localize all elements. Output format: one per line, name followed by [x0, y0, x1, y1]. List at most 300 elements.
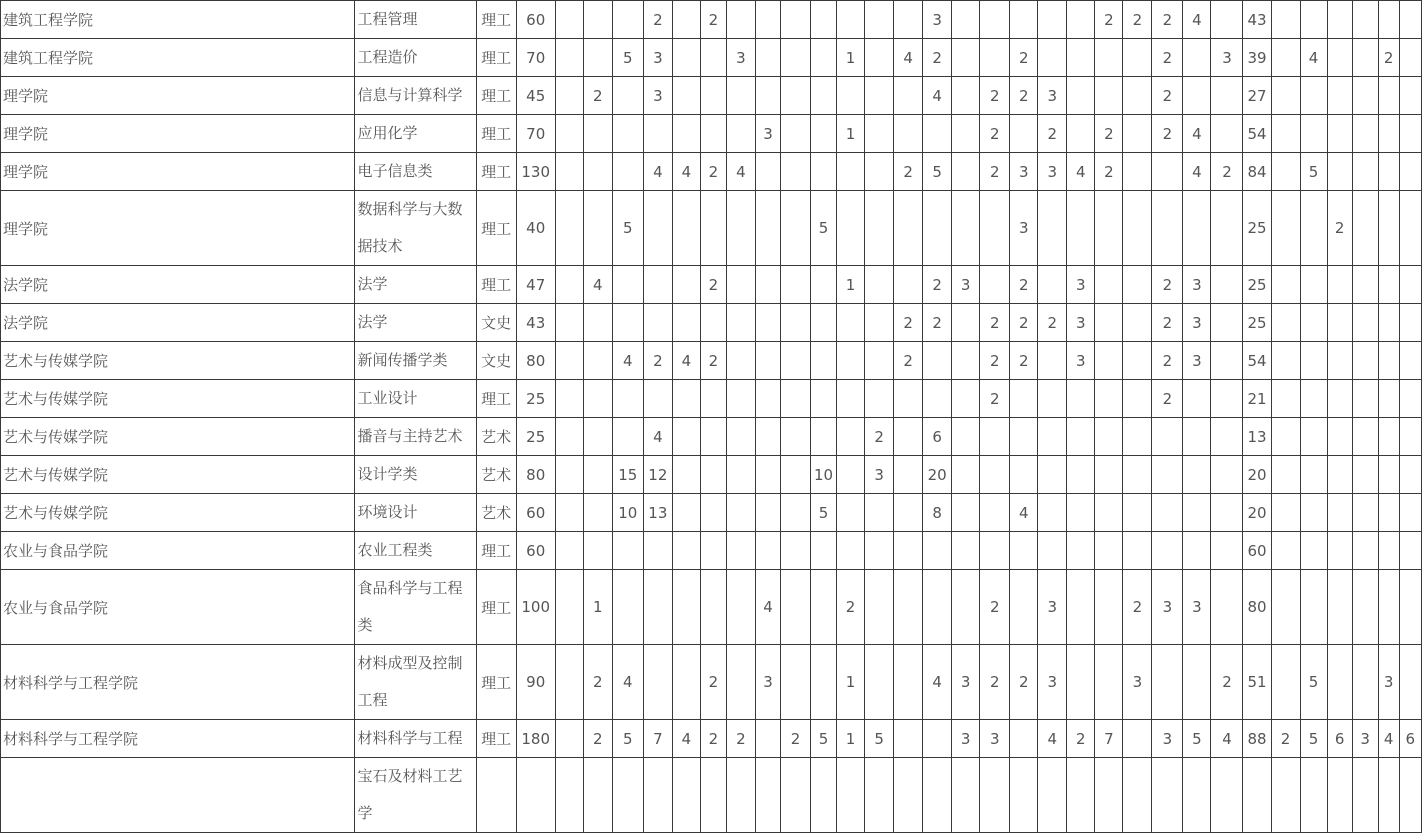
quota-cell	[865, 758, 894, 833]
quota-cell	[1378, 1, 1399, 39]
quota-cell: 3	[1211, 39, 1243, 77]
quota-cell	[555, 77, 583, 115]
quota-cell	[952, 191, 980, 266]
quota-cell	[1211, 115, 1243, 153]
quota-cell	[1300, 342, 1327, 380]
quota-cell	[1067, 494, 1095, 532]
quota-cell	[755, 1, 780, 39]
category-cell: 艺术	[476, 418, 516, 456]
quota-cell	[1095, 645, 1123, 720]
quota-cell	[1038, 494, 1067, 532]
quota-cell: 3	[1152, 570, 1183, 645]
major-cell: 设计学类	[355, 456, 476, 494]
quota-cell	[1399, 153, 1421, 191]
quota-cell	[894, 380, 923, 418]
quota-cell	[811, 418, 837, 456]
quota-cell	[1183, 645, 1211, 720]
quota-cell	[1095, 418, 1123, 456]
quota-cell	[1183, 532, 1211, 570]
quota-cell	[672, 266, 700, 304]
quota-cell	[612, 77, 643, 115]
quota-cell: 2	[700, 342, 726, 380]
quota-cell: 4	[1183, 153, 1211, 191]
quota-cell	[952, 115, 980, 153]
quota-cell	[1378, 456, 1399, 494]
college-cell: 艺术与传媒学院	[1, 418, 355, 456]
quota-cell	[672, 191, 700, 266]
quota-cell	[555, 342, 583, 380]
college-cell: 法学院	[1, 304, 355, 342]
quota-cell: 5	[1300, 720, 1327, 758]
quota-cell	[755, 77, 780, 115]
quota-cell	[865, 191, 894, 266]
table-row	[1, 570, 1422, 645]
quota-cell	[1352, 39, 1378, 77]
quota-cell	[1399, 456, 1421, 494]
table-body	[1, 1, 1422, 833]
quota-cell: 2	[1123, 1, 1152, 39]
quota-cell	[1123, 266, 1152, 304]
quota-cell: 15	[612, 456, 643, 494]
quota-cell	[1271, 758, 1300, 833]
quota-cell: 80	[1243, 570, 1271, 645]
quota-cell: 2	[923, 266, 952, 304]
table-row	[1, 456, 1422, 494]
quota-cell	[1123, 39, 1152, 77]
quota-cell	[726, 77, 755, 115]
quota-cell: 1	[837, 39, 865, 77]
table-row	[1, 645, 1422, 720]
plan-total-cell: 80	[516, 456, 555, 494]
quota-cell	[1067, 39, 1095, 77]
quota-cell: 3	[755, 645, 780, 720]
quota-cell	[755, 191, 780, 266]
plan-total-cell: 60	[516, 494, 555, 532]
plan-total-cell: 25	[516, 380, 555, 418]
quota-cell	[1352, 191, 1378, 266]
quota-cell	[952, 758, 980, 833]
quota-cell	[1152, 532, 1183, 570]
college-cell: 理学院	[1, 153, 355, 191]
quota-cell	[672, 758, 700, 833]
quota-cell	[1271, 494, 1300, 532]
quota-cell	[1271, 645, 1300, 720]
college-cell: 材料科学与工程学院	[1, 720, 355, 758]
quota-cell: 1	[837, 645, 865, 720]
quota-cell: 20	[1243, 456, 1271, 494]
quota-cell: 2	[923, 39, 952, 77]
quota-cell: 3	[980, 720, 1010, 758]
quota-cell	[980, 758, 1010, 833]
quota-cell	[1271, 456, 1300, 494]
quota-cell	[894, 266, 923, 304]
quota-cell	[1399, 645, 1421, 720]
quota-cell: 13	[1243, 418, 1271, 456]
quota-cell	[923, 191, 952, 266]
quota-cell	[1300, 191, 1327, 266]
quota-cell	[923, 115, 952, 153]
quota-cell	[865, 645, 894, 720]
quota-cell	[1183, 39, 1211, 77]
quota-cell	[837, 494, 865, 532]
quota-cell	[1211, 191, 1243, 266]
quota-cell	[837, 191, 865, 266]
quota-cell	[811, 304, 837, 342]
quota-cell	[780, 266, 810, 304]
quota-cell	[1327, 380, 1352, 418]
quota-cell: 2	[643, 342, 672, 380]
quota-cell	[583, 39, 612, 77]
quota-cell	[1010, 570, 1038, 645]
quota-cell	[755, 266, 780, 304]
quota-cell: 2	[894, 153, 923, 191]
quota-cell	[555, 645, 583, 720]
major-cell: 环境设计	[355, 494, 476, 532]
quota-cell	[1123, 494, 1152, 532]
quota-cell	[1327, 645, 1352, 720]
quota-cell	[1271, 418, 1300, 456]
quota-cell	[1010, 380, 1038, 418]
quota-cell	[583, 304, 612, 342]
quota-cell	[811, 645, 837, 720]
quota-cell	[811, 153, 837, 191]
quota-cell: 7	[643, 720, 672, 758]
quota-cell	[643, 570, 672, 645]
quota-cell: 60	[1243, 532, 1271, 570]
quota-cell	[1067, 1, 1095, 39]
quota-cell: 3	[1123, 645, 1152, 720]
quota-cell: 4	[1211, 720, 1243, 758]
quota-cell	[780, 77, 810, 115]
quota-cell	[1378, 342, 1399, 380]
quota-cell	[1352, 570, 1378, 645]
quota-cell	[980, 39, 1010, 77]
quota-cell	[1327, 456, 1352, 494]
quota-cell	[1378, 266, 1399, 304]
quota-cell	[1300, 77, 1327, 115]
quota-cell: 2	[700, 266, 726, 304]
quota-cell	[894, 191, 923, 266]
quota-cell: 2	[1211, 153, 1243, 191]
category-cell: 理工	[476, 115, 516, 153]
major-cell: 法学	[355, 304, 476, 342]
quota-cell	[612, 380, 643, 418]
quota-cell	[1243, 758, 1271, 833]
quota-cell	[1123, 720, 1152, 758]
quota-cell	[1271, 342, 1300, 380]
quota-cell: 8	[923, 494, 952, 532]
quota-cell: 4	[894, 39, 923, 77]
quota-cell	[1300, 532, 1327, 570]
quota-cell	[1378, 191, 1399, 266]
quota-cell	[837, 1, 865, 39]
quota-cell	[865, 77, 894, 115]
quota-cell	[1399, 115, 1421, 153]
quota-cell	[726, 380, 755, 418]
quota-cell	[1399, 494, 1421, 532]
quota-cell	[1378, 304, 1399, 342]
quota-cell	[1010, 456, 1038, 494]
major-cell: 工业设计	[355, 380, 476, 418]
quota-cell	[1095, 570, 1123, 645]
quota-cell: 4	[612, 645, 643, 720]
quota-cell: 3	[726, 39, 755, 77]
quota-cell: 2	[1152, 380, 1183, 418]
quota-cell	[865, 494, 894, 532]
quota-cell: 6	[1399, 720, 1421, 758]
quota-cell	[1095, 39, 1123, 77]
quota-cell	[726, 342, 755, 380]
quota-cell	[1211, 494, 1243, 532]
quota-cell: 2	[1067, 720, 1095, 758]
quota-cell: 3	[952, 645, 980, 720]
quota-cell: 54	[1243, 342, 1271, 380]
quota-cell	[894, 532, 923, 570]
quota-cell	[1123, 532, 1152, 570]
quota-cell: 2	[980, 304, 1010, 342]
quota-cell	[1327, 758, 1352, 833]
quota-cell	[755, 380, 780, 418]
quota-cell	[865, 532, 894, 570]
major-cell: 数据科学与大数据技术	[355, 191, 476, 266]
quota-cell	[1038, 266, 1067, 304]
quota-cell	[1010, 758, 1038, 833]
quota-cell	[1327, 342, 1352, 380]
quota-cell	[1399, 77, 1421, 115]
quota-cell	[952, 1, 980, 39]
quota-cell	[1183, 191, 1211, 266]
quota-cell	[612, 266, 643, 304]
quota-cell	[1378, 570, 1399, 645]
plan-total-cell: 90	[516, 645, 555, 720]
quota-cell	[700, 758, 726, 833]
quota-cell	[555, 720, 583, 758]
quota-cell	[672, 115, 700, 153]
quota-cell	[1152, 418, 1183, 456]
quota-cell	[1327, 304, 1352, 342]
quota-cell: 3	[1067, 304, 1095, 342]
quota-cell	[555, 758, 583, 833]
table-row	[1, 758, 1422, 833]
quota-cell	[612, 532, 643, 570]
quota-cell	[555, 570, 583, 645]
quota-cell: 25	[1243, 304, 1271, 342]
quota-cell	[700, 115, 726, 153]
college-cell: 艺术与传媒学院	[1, 380, 355, 418]
quota-cell	[643, 115, 672, 153]
quota-cell	[1038, 380, 1067, 418]
quota-cell: 4	[672, 153, 700, 191]
major-cell: 宝石及材料工艺学	[355, 758, 476, 833]
quota-cell	[837, 153, 865, 191]
quota-cell: 6	[923, 418, 952, 456]
college-cell: 建筑工程学院	[1, 1, 355, 39]
table-row	[1, 532, 1422, 570]
plan-total-cell: 45	[516, 77, 555, 115]
quota-cell: 4	[612, 342, 643, 380]
quota-cell	[726, 1, 755, 39]
quota-cell: 2	[1095, 1, 1123, 39]
quota-cell	[755, 456, 780, 494]
quota-cell	[952, 418, 980, 456]
quota-cell	[811, 266, 837, 304]
major-cell: 应用化学	[355, 115, 476, 153]
quota-cell: 2	[1152, 77, 1183, 115]
quota-cell: 4	[672, 342, 700, 380]
quota-cell	[1399, 266, 1421, 304]
quota-cell	[1095, 342, 1123, 380]
major-cell: 材料成型及控制工程	[355, 645, 476, 720]
quota-cell: 4	[755, 570, 780, 645]
quota-cell	[980, 191, 1010, 266]
category-cell: 理工	[476, 1, 516, 39]
quota-cell	[894, 720, 923, 758]
quota-cell: 1	[837, 266, 865, 304]
quota-cell	[1123, 342, 1152, 380]
quota-cell	[1067, 645, 1095, 720]
quota-cell: 7	[1095, 720, 1123, 758]
quota-cell	[780, 380, 810, 418]
quota-cell: 4	[923, 77, 952, 115]
quota-cell	[1399, 380, 1421, 418]
major-cell: 食品科学与工程类	[355, 570, 476, 645]
quota-cell	[1123, 456, 1152, 494]
quota-cell	[1399, 191, 1421, 266]
quota-cell	[923, 380, 952, 418]
category-cell: 理工	[476, 380, 516, 418]
table-row	[1, 304, 1422, 342]
quota-cell: 3	[1038, 570, 1067, 645]
quota-cell	[1211, 418, 1243, 456]
quota-cell	[952, 342, 980, 380]
quota-cell	[555, 456, 583, 494]
category-cell: 理工	[476, 191, 516, 266]
quota-cell	[1038, 39, 1067, 77]
quota-cell: 1	[837, 720, 865, 758]
quota-cell: 4	[1183, 115, 1211, 153]
quota-cell	[1352, 532, 1378, 570]
quota-cell	[726, 532, 755, 570]
quota-cell	[700, 304, 726, 342]
category-cell: 理工	[476, 532, 516, 570]
major-cell: 信息与计算科学	[355, 77, 476, 115]
quota-cell: 2	[980, 342, 1010, 380]
college-cell: 法学院	[1, 266, 355, 304]
quota-cell	[1067, 758, 1095, 833]
quota-cell	[1300, 1, 1327, 39]
quota-cell	[1152, 645, 1183, 720]
quota-cell	[1038, 758, 1067, 833]
quota-cell	[865, 342, 894, 380]
plan-total-cell: 80	[516, 342, 555, 380]
quota-cell	[672, 1, 700, 39]
quota-cell: 2	[583, 77, 612, 115]
quota-cell: 3	[1067, 342, 1095, 380]
quota-cell: 2	[980, 570, 1010, 645]
quota-cell	[643, 380, 672, 418]
plan-total-cell: 130	[516, 153, 555, 191]
quota-cell: 25	[1243, 191, 1271, 266]
quota-cell: 2	[980, 380, 1010, 418]
quota-cell: 3	[1010, 191, 1038, 266]
quota-cell	[1378, 494, 1399, 532]
quota-cell: 4	[672, 720, 700, 758]
quota-cell	[700, 532, 726, 570]
quota-cell	[1123, 191, 1152, 266]
table-row	[1, 39, 1422, 77]
quota-cell: 27	[1243, 77, 1271, 115]
quota-cell: 20	[1243, 494, 1271, 532]
quota-cell	[555, 1, 583, 39]
quota-cell: 4	[726, 153, 755, 191]
quota-cell	[1067, 570, 1095, 645]
quota-cell: 21	[1243, 380, 1271, 418]
quota-cell: 2	[780, 720, 810, 758]
college-cell: 农业与食品学院	[1, 532, 355, 570]
quota-cell: 5	[923, 153, 952, 191]
quota-cell	[980, 1, 1010, 39]
quota-cell: 2	[700, 1, 726, 39]
quota-cell: 4	[1038, 720, 1067, 758]
quota-cell	[1300, 266, 1327, 304]
quota-cell	[1378, 418, 1399, 456]
quota-cell: 2	[865, 418, 894, 456]
quota-cell	[612, 758, 643, 833]
quota-cell	[1010, 1, 1038, 39]
quota-cell	[1378, 153, 1399, 191]
quota-cell	[1300, 570, 1327, 645]
quota-cell: 4	[1183, 1, 1211, 39]
quota-cell	[672, 77, 700, 115]
quota-cell	[1352, 456, 1378, 494]
quota-cell	[1211, 304, 1243, 342]
quota-cell	[865, 266, 894, 304]
quota-cell: 4	[1300, 39, 1327, 77]
quota-cell	[643, 532, 672, 570]
quota-cell: 3	[1152, 720, 1183, 758]
quota-cell	[1327, 266, 1352, 304]
quota-cell	[923, 570, 952, 645]
quota-cell	[894, 115, 923, 153]
quota-cell	[1038, 191, 1067, 266]
quota-cell	[1300, 115, 1327, 153]
quota-cell	[643, 266, 672, 304]
quota-cell	[811, 342, 837, 380]
quota-cell	[780, 418, 810, 456]
quota-cell	[894, 494, 923, 532]
quota-cell	[1183, 456, 1211, 494]
quota-cell	[755, 39, 780, 77]
category-cell: 理工	[476, 39, 516, 77]
quota-cell	[643, 758, 672, 833]
quota-cell: 1	[837, 115, 865, 153]
quota-cell	[811, 1, 837, 39]
quota-cell: 2	[1010, 342, 1038, 380]
college-cell	[1, 758, 355, 833]
quota-cell	[837, 77, 865, 115]
quota-cell	[780, 570, 810, 645]
quota-cell	[1067, 77, 1095, 115]
quota-cell: 5	[1300, 645, 1327, 720]
quota-cell	[952, 304, 980, 342]
quota-cell: 5	[1183, 720, 1211, 758]
quota-cell	[612, 418, 643, 456]
quota-cell	[780, 153, 810, 191]
quota-cell	[1067, 191, 1095, 266]
quota-cell	[1095, 758, 1123, 833]
quota-cell: 2	[1152, 304, 1183, 342]
quota-cell: 3	[1352, 720, 1378, 758]
